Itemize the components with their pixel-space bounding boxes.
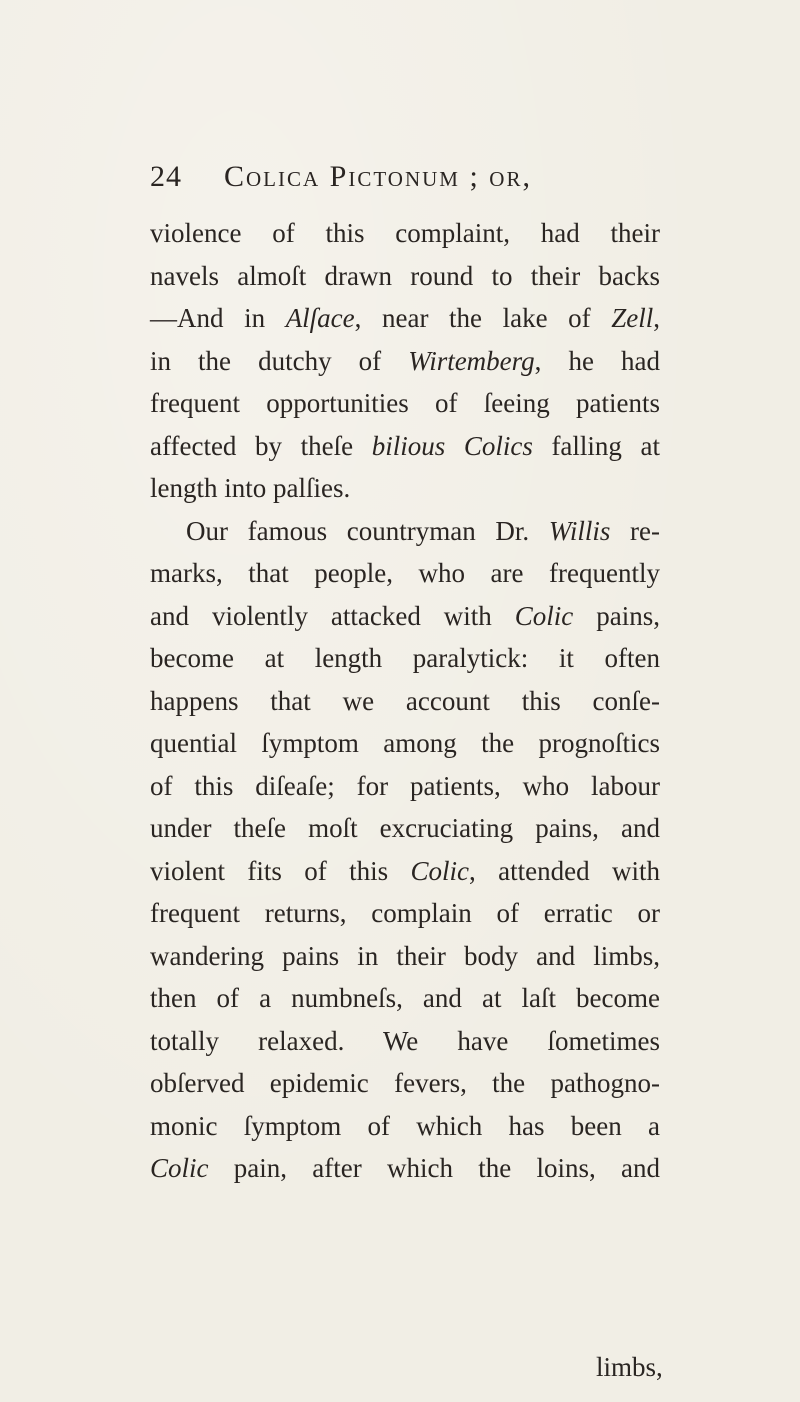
text-line-4: in the dutchy of Wirtemberg, he had bbox=[150, 345, 660, 376]
text-line-9: marks, that people, who are frequently bbox=[150, 558, 660, 588]
text-line-17: frequent returns, complain of erratic or bbox=[150, 898, 660, 928]
text-line-10: and violently attacked with Colic pains, bbox=[150, 600, 660, 631]
text-line-15: under theſe moſt excruciating pains, and bbox=[150, 813, 660, 843]
text-line-11: become at length paralytick: it often bbox=[150, 643, 660, 673]
text-line-13: quential ſymptom among the prognoſtics bbox=[150, 728, 660, 758]
page-header bbox=[150, 160, 630, 200]
text-line-20: totally relaxed. We have ſometimes bbox=[150, 1025, 660, 1056]
page-number: 24 bbox=[150, 160, 182, 193]
catchword: limbs, bbox=[596, 1352, 663, 1382]
text-line-2: navels almoſt drawn round to their backs bbox=[150, 260, 660, 291]
text-line-22: monic ſymptom of which has been a bbox=[150, 1110, 660, 1141]
text-line-21: obſerved epidemic fevers, the pathogno- bbox=[150, 1068, 660, 1098]
text-line-23: Colic pain, after which the loins, and bbox=[150, 1153, 660, 1183]
text-line-16: violent fits of this Colic, attended with bbox=[150, 855, 660, 886]
text-line-1: violence of this complaint, had their bbox=[150, 218, 660, 248]
text-line-14: of this diſeaſe; for patients, who labour bbox=[150, 770, 660, 801]
running-head: Colica Pictonum ; or, bbox=[224, 160, 532, 193]
text-line-8: Our famous countryman Dr. Willis re- bbox=[186, 515, 661, 546]
body-text bbox=[150, 212, 660, 1190]
text-line-5: frequent opportunities of ſeeing patients bbox=[150, 388, 660, 418]
text-line-3: —And in Alſace, near the lake of Zell, bbox=[150, 303, 661, 333]
text-line-6: affected by theſe bilious Colics falling at bbox=[150, 430, 661, 461]
text-line-18: wandering pains in their body and limbs, bbox=[150, 940, 660, 971]
text-line-12: happens that we account this conſe- bbox=[150, 685, 660, 716]
text-line-7: length into palſies. bbox=[150, 473, 351, 503]
text-line-19: then of a numbneſs, and at laſt become bbox=[150, 983, 660, 1013]
